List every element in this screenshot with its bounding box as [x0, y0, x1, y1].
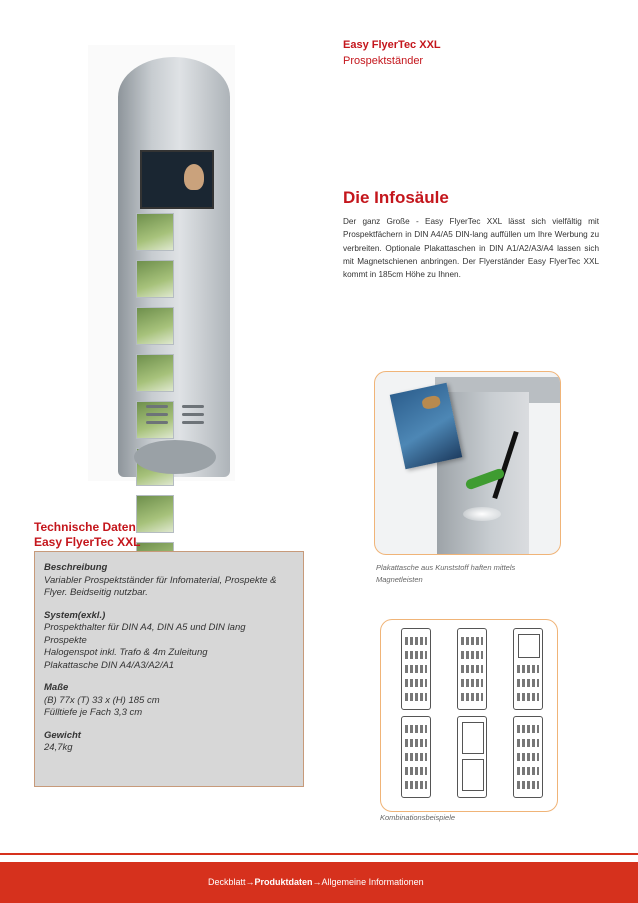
detail-caption: Plakattasche aus Kunststoff haften mittels Magnetleisten	[376, 563, 516, 584]
product-name: Easy FlyerTec XXL	[343, 39, 441, 51]
arrow-right-icon: →	[312, 877, 322, 887]
combo-panel-pockets	[457, 628, 487, 710]
tech-weight: Gewicht 24,7kg	[44, 729, 81, 753]
tech-dimensions: Maße (B) 77x (T) 33 x (H) 185 cm Fülltiefe je Fach 3,3 cm	[44, 682, 160, 718]
combo-panel-pockets	[513, 716, 543, 798]
tech-data-title: Technische Daten Easy FlyerTec XXL	[34, 520, 141, 549]
product-category: Prospektständer	[343, 55, 424, 67]
combo-panel-pockets	[401, 716, 431, 798]
nav-link-allgemeine-informationen[interactable]: Allgemeine Informationen	[321, 877, 424, 887]
column-base	[134, 440, 216, 474]
combo-panel-pockets	[401, 628, 431, 710]
halogen-light	[463, 507, 501, 521]
footer-bar	[0, 862, 638, 903]
tech-system: System(exkl.) Prospekthalter für DIN A4, DIN A5 und DIN lang Prospekte Halogenspot inkl. Trafo & 4m Zuleitung Plakattasche DIN A4/A3/A2/A1	[44, 609, 246, 671]
footer-divider	[0, 853, 638, 855]
footer-navigation	[208, 877, 424, 887]
arrow-right-icon: →	[245, 877, 255, 887]
intro-paragraph: Der ganz Große - Easy FlyerTec XXL lässt sich vielfältig mit Prospektfächern in DIN A4/A5 DIN-lang auffüllen um Ihre Werbung zu verbreiten. Optionale Plakattaschen in DIN A1/A2/A3/A4 lassen sich mit Magnetschienen anbringen. Der Flyerständer Easy FlyerTec XXL kommt in 185cm Höhe zu Ihnen.	[343, 217, 599, 280]
combo-panel-poster-top	[513, 628, 543, 710]
display-screen	[140, 150, 214, 209]
combination-caption: Kombinationsbeispiele	[380, 813, 456, 822]
section-title: Die Infosäule	[343, 188, 449, 207]
nav-link-produktdaten[interactable]: Produktdaten	[254, 877, 313, 887]
detail-image	[374, 371, 561, 555]
tech-data-box	[34, 551, 304, 787]
nav-link-deckblatt[interactable]: Deckblatt	[208, 877, 246, 887]
brochure-pockets	[136, 213, 214, 589]
combo-panel-two-posters	[457, 716, 487, 798]
tech-description: Beschreibung Variabler Prospektständer für Infomaterial, Prospekte & Flyer. Beidseitig nutzbar.	[44, 562, 277, 598]
product-photo	[88, 45, 235, 481]
combination-examples	[380, 619, 558, 812]
